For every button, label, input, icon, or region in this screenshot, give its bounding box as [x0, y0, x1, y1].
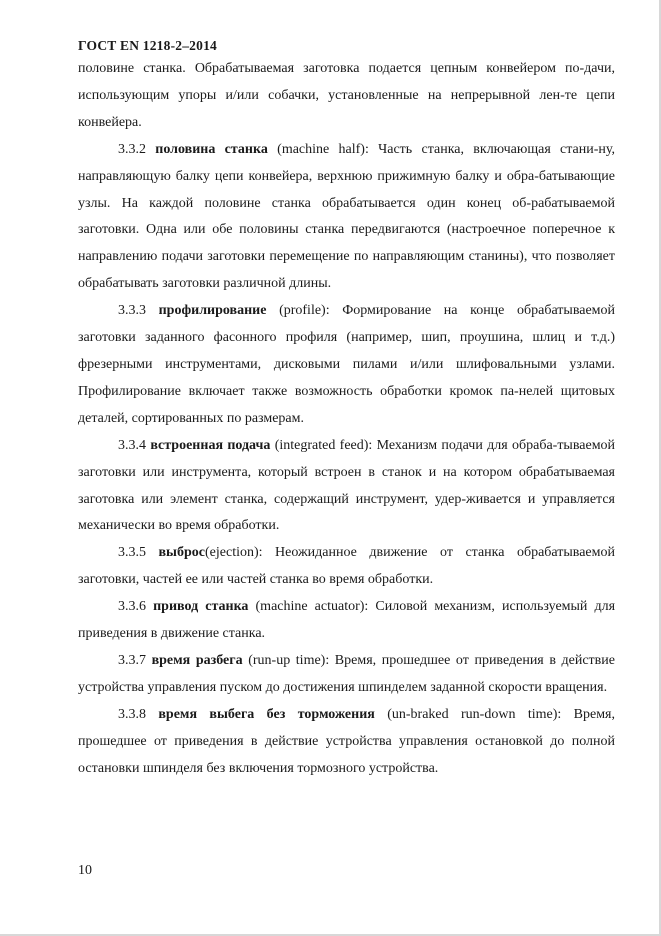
term-number: 3.3.7 [118, 652, 146, 668]
term-number: 3.3.6 [118, 599, 146, 615]
term-number: 3.3.4 [118, 437, 146, 453]
term-paragraph-3-3-3 [78, 298, 615, 433]
term-number: 3.3.8 [118, 706, 146, 722]
term-number: 3.3.5 [118, 545, 146, 561]
term-english: (machine half): [277, 141, 369, 157]
term-paragraph-3-3-4 [78, 433, 615, 541]
standard-header: ГОСТ EN 1218-2–2014 [78, 38, 217, 53]
term-paragraph-3-3-7 [78, 648, 615, 702]
term-title: половина станка [155, 141, 268, 157]
term-number: 3.3.3 [118, 303, 146, 319]
term-english: (ejection): [205, 545, 263, 561]
term-title: профилирование [158, 303, 267, 319]
term-definition: Неожиданное движение от станка обрабатываемой заготовки, частей ее или частей станка во время обработки. [78, 545, 615, 588]
term-definition: Время, прошедшее от приведения в действие устройства управления остановкой до полной остановки шпинделя без включения тормозного устройства. [78, 706, 615, 776]
term-definition: Время, прошедшее от приведения в действие устройства управления пуском до достижения шпинделем заданной скорости вращения. [78, 652, 615, 695]
term-definition: Силовой механизм, используемый для приведения в движение станка. [78, 599, 616, 642]
term-definition: Часть станка, включающая стани-ну, направляющую балку цепи конвейера, верхнюю прижимную балку и обра-батывающие узлы. На каждой половине станка обрабатывается один конец об-рабатываемой заготовки. Одна или обе половины станка передвигаются (настроечное поперечное к направлению подачи заготовки перемещение по направляющим станины), что позволяет обрабатывать заготовки различной длины. [78, 141, 616, 292]
term-english: (machine actuator): [255, 599, 369, 615]
document-body [78, 56, 615, 782]
term-definition: Формирование на конце обрабатываемой заготовки заданного фасонного профиля (например, шип, проушина, шлиц и т.д.) фрезерными инструментами, дисковыми пилами и/или шлифовальными узлами. Профилирование включает также возможность обработки кромок па-нелей щитовых деталей, сортированных по размерам. [78, 303, 616, 426]
term-title: время разбега [151, 652, 243, 668]
page-number: 10 [78, 863, 92, 878]
term-definition: Механизм подачи для обраба-тываемой заготовки или инструмента, который встроен в станок и на котором обрабатываемая заготовка или элемент станка, содержащий инструмент, удер-живается и управляется механически во время обработки. [78, 437, 616, 534]
term-english: (profile): [279, 303, 330, 319]
term-title: встроенная подача [150, 437, 271, 453]
term-title: выброс [158, 545, 205, 561]
term-paragraph-3-3-2 [78, 137, 615, 298]
term-paragraph-3-3-6 [78, 594, 615, 648]
term-english: (integrated feed): [274, 437, 373, 453]
term-english: (un-braked run-down time): [387, 706, 562, 722]
term-paragraph-3-3-5 [78, 540, 615, 594]
term-title: время выбега без торможения [158, 706, 375, 722]
term-number: 3.3.2 [118, 141, 146, 157]
term-english: (run-up time): [248, 652, 330, 668]
intro-paragraph: половине станка. Обрабатываемая заготовка подается цепным конвейером по-дачи, использующим упоры и/или собачки, установленные на непрерывной лен-те цепи конвейера. [78, 61, 615, 130]
term-paragraph-3-3-8 [78, 702, 615, 783]
term-title: привод станка [153, 599, 249, 615]
